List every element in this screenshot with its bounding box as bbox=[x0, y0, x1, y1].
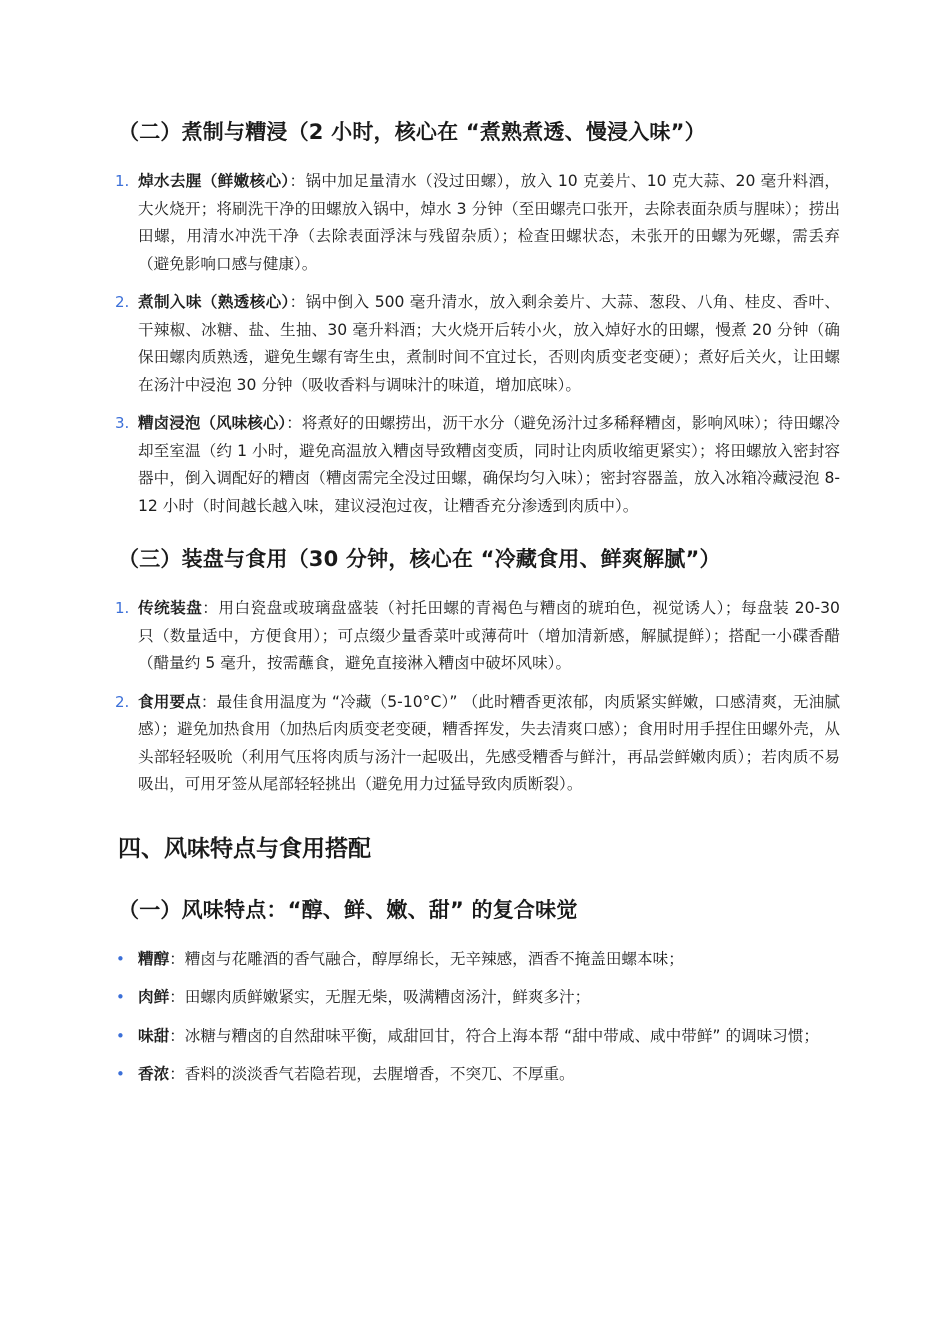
item-text: ：锅中倒入 500 毫升清水，放入剩余姜片、大蒜、葱段、八角、桂皮、香叶、干辣椒、冰糖、盐、生抽、30 毫升料酒；大火烧开后转小火，放入焯好水的田螺，慢煮 20 分钟（确保田螺肉质熟透，避免生螺有寄生虫，煮制时间不宜过长，否则肉质变老变硬）；煮好后关火，让田螺在汤汁中浸泡 30 分钟（吸收香料与调味汁的味道，增加底味）。 bbox=[138, 293, 840, 394]
chapter-heading-flavor: 四、风味特点与食用搭配 bbox=[118, 835, 371, 862]
bullet-icon: • bbox=[116, 988, 125, 1006]
item-text: ：糟卤与花雕酒的香气融合，醇厚绵长，无辛辣感，酒香不掩盖田螺本味； bbox=[169, 949, 684, 968]
list-item bbox=[115, 410, 840, 520]
section-heading-cooking: （二）煮制与糟浸（2 小时，核心在 “煮熟煮透、慢浸入味”） bbox=[118, 120, 706, 144]
serving-steps-list bbox=[115, 595, 840, 799]
list-item bbox=[118, 1061, 840, 1089]
list-number: 3. bbox=[115, 414, 130, 432]
bullet-icon: • bbox=[116, 949, 125, 968]
list-item bbox=[115, 595, 840, 678]
list-item bbox=[118, 984, 840, 1012]
section-heading-serving: （三）装盘与食用（30 分钟，核心在 “冷藏食用、鲜爽解腻”） bbox=[118, 547, 721, 571]
list-number: 2. bbox=[115, 692, 130, 711]
item-lead: 肉鲜 bbox=[138, 988, 170, 1006]
list-item bbox=[118, 946, 840, 974]
list-item bbox=[118, 1023, 840, 1051]
item-text: ：用白瓷盘或玻璃盘盛装（衬托田螺的青褐色与糟卤的琥珀色，视觉诱人）；每盘装 20-30 只（数量适中，方便食用）；可点缀少量香菜叶或薄荷叶（增加清新感，解腻提鲜）；搭配一小碟香醋（醋量约 5 毫升，按需蘸食，避免直接淋入糟卤中破坏风味）。 bbox=[138, 599, 840, 672]
list-number: 1. bbox=[115, 172, 130, 190]
item-lead: 糟醇 bbox=[138, 949, 170, 968]
flavor-traits-list bbox=[118, 946, 840, 1089]
item-lead: 传统装盘 bbox=[138, 599, 203, 617]
item-lead: 味甜 bbox=[138, 1026, 170, 1045]
item-text: ：冰糖与糟卤的自然甜味平衡，咸甜回甘，符合上海本帮 “甜中带咸、咸中带鲜” 的调味习惯； bbox=[169, 1026, 820, 1045]
item-lead: 煮制入味（熟透核心） bbox=[138, 293, 290, 311]
item-text: ：最佳食用温度为 “冷藏（5-10°C）” （此时糟香更浓郁，肉质紧实鲜嫩，口感清爽，无油腻感）；避免加热食用（加热后肉质变老变硬，糟香挥发，失去清爽口感）；食用时用手捏住田螺外壳，从头部轻轻吸吮（利用气压将肉质与汤汁一起吸出，先感受糟香与鲜汁，再品尝鲜嫩肉质）；若肉质不易吸出，可用牙签从尾部轻轻挑出（避免用力过猛导致肉质断裂）。 bbox=[138, 692, 840, 793]
list-item bbox=[115, 289, 840, 399]
list-item bbox=[115, 168, 840, 278]
item-lead: 糟卤浸泡（风味核心） bbox=[138, 414, 287, 432]
item-lead: 焯水去腥（鲜嫩核心） bbox=[138, 172, 290, 190]
section-heading-flavor-traits: （一）风味特点：“醇、鲜、嫩、甜” 的复合味觉 bbox=[118, 897, 578, 922]
list-number: 2. bbox=[115, 293, 130, 311]
bullet-icon: • bbox=[116, 1026, 125, 1045]
list-item bbox=[115, 689, 840, 799]
item-lead: 食用要点 bbox=[138, 692, 201, 711]
list-number: 1. bbox=[115, 599, 130, 617]
item-text: ：田螺肉质鲜嫩紧实，无腥无柴，吸满糟卤汤汁，鲜爽多汁； bbox=[169, 988, 591, 1006]
cooking-steps-list bbox=[115, 168, 840, 520]
item-text: ：锅中加足量清水（没过田螺），放入 10 克姜片、10 克大蒜、20 毫升料酒，大火烧开；将刷洗干净的田螺放入锅中，焯水 3 分钟（至田螺壳口张开，去除表面杂质与腥味）；捞出田螺，用清水冲洗干净（去除表面浮沫与残留杂质）；检查田螺状态，未张开的田螺为死螺，需丢弃（避免影响口感与健康）。 bbox=[138, 172, 840, 273]
item-lead: 香浓 bbox=[138, 1065, 170, 1083]
bullet-icon: • bbox=[116, 1065, 125, 1083]
item-text: ：将煮好的田螺捞出，沥干水分（避免汤汁过多稀释糟卤，影响风味）；待田螺冷却至室温（约 1 小时，避免高温放入糟卤导致糟卤变质，同时让肉质收缩更紧实）；将田螺放入密封容器中，倒入调配好的糟卤（糟卤需完全没过田螺，确保均匀入味）；密封容器盖，放入冰箱冷藏浸泡 8-12 小时（时间越长越入味，建议浸泡过夜，让糟香充分渗透到肉质中）。 bbox=[138, 414, 840, 515]
item-text: ：香料的淡淡香气若隐若现，去腥增香，不突兀、不厚重。 bbox=[169, 1065, 575, 1083]
